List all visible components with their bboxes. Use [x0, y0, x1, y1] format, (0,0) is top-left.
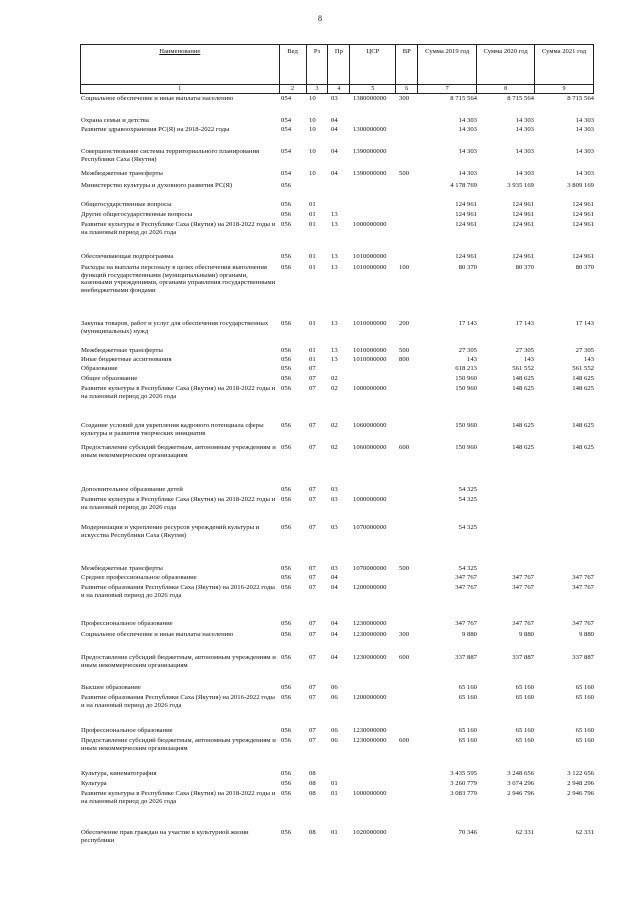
- cell-pr: 04: [331, 126, 338, 133]
- cell-s3: 124 961: [572, 211, 594, 218]
- cell-ved: 056: [281, 829, 292, 836]
- cell-ved: 054: [281, 126, 292, 133]
- cell-name: Развитие культуры в Республике Саха (Якутия) на 2018-2022 годы и на плановый период до 2026 года: [81, 496, 276, 511]
- cell-s2: 14 303: [515, 126, 534, 133]
- cell-s3: 9 880: [578, 631, 594, 638]
- cell-rz: 07: [309, 385, 316, 392]
- cell-csr: 1300000000: [353, 126, 387, 133]
- cell-pr: 13: [331, 347, 338, 354]
- cell-s3: 27 305: [575, 347, 594, 354]
- cell-rz: 07: [309, 422, 316, 429]
- cell-s3: 148 625: [572, 375, 594, 382]
- cell-s2: 17 143: [515, 320, 534, 327]
- cell-name: Предоставление субсидий бюджетным, автономным учреждениям и иным некоммерческим организациям: [81, 444, 276, 459]
- cell-s1: 124 961: [455, 211, 477, 218]
- cell-s2: 14 303: [515, 170, 534, 177]
- cell-ved: 056: [281, 444, 292, 451]
- cell-rz: 01: [309, 347, 316, 354]
- cell-pr: 13: [331, 320, 338, 327]
- cell-pr: 02: [331, 375, 338, 382]
- cell-s1: 124 961: [455, 201, 477, 208]
- cell-s1: 65 160: [458, 727, 477, 734]
- cell-pr: 06: [331, 694, 338, 701]
- cell-pr: 04: [331, 148, 338, 155]
- cell-rz: 07: [309, 620, 316, 627]
- cell-pr: 03: [331, 524, 338, 531]
- cell-csr: 1200000000: [353, 584, 387, 591]
- cell-s2: 2 946 796: [507, 790, 534, 797]
- cell-pr: 03: [331, 486, 338, 493]
- cell-csr: 1010000000: [353, 264, 387, 271]
- cell-s3: 62 331: [575, 829, 594, 836]
- cell-s1: 3 083 779: [450, 790, 477, 797]
- cell-s3: 337 887: [572, 654, 594, 661]
- cell-name: Развитие здравоохранения РС(Я) на 2018-2022 годы: [81, 126, 230, 133]
- cell-rz: 07: [309, 486, 316, 493]
- cell-rz: 01: [309, 253, 316, 260]
- cell-s3: 148 625: [572, 385, 594, 392]
- cell-csr: 1070000000: [353, 524, 387, 531]
- cell-rz: 01: [309, 264, 316, 271]
- cell-s3: 124 961: [572, 201, 594, 208]
- cell-ved: 056: [281, 631, 292, 638]
- cell-pr: 06: [331, 737, 338, 744]
- cell-s1: 143: [466, 356, 477, 363]
- cell-csr: 1200000000: [353, 694, 387, 701]
- cell-name: Межбюджетные трансферты: [81, 565, 163, 572]
- cell-csr: 1230000000: [353, 631, 387, 638]
- cell-name: Иные бюджетные ассигнования: [81, 356, 172, 363]
- cell-s2: 148 625: [512, 422, 534, 429]
- cell-ved: 056: [281, 654, 292, 661]
- cell-pr: 02: [331, 422, 338, 429]
- cell-rz: 08: [309, 780, 316, 787]
- cell-s3: 347 767: [572, 584, 594, 591]
- cell-ved: 056: [281, 422, 292, 429]
- cell-s3: 8 715 564: [567, 95, 594, 102]
- cell-pr: 02: [331, 444, 338, 451]
- cell-csr: 1000000000: [353, 385, 387, 392]
- cell-name: Образование: [81, 365, 118, 372]
- cell-ved: 056: [281, 770, 292, 777]
- cell-name: Предоставление субсидий бюджетным, автономным учреждениям и иным некоммерческим организациям: [81, 737, 276, 752]
- cell-s2: 3 074 296: [507, 780, 534, 787]
- cell-s2: 27 305: [515, 347, 534, 354]
- cell-csr: 1230000000: [353, 727, 387, 734]
- cell-ved: 054: [281, 95, 292, 102]
- cell-s1: 150 960: [455, 422, 477, 429]
- cell-rz: 01: [309, 356, 316, 363]
- cell-s2: 347 767: [512, 574, 534, 581]
- cell-s2: 9 880: [518, 631, 534, 638]
- cell-ved: 056: [281, 365, 292, 372]
- cell-rz: 01: [309, 201, 316, 208]
- cell-name: Культура, кинематография: [81, 770, 157, 777]
- cell-name: Социальное обеспечение и иные выплаты населению: [81, 95, 234, 102]
- cell-rz: 07: [309, 694, 316, 701]
- col-number: 1: [81, 85, 280, 94]
- cell-name: Общегосударственные вопросы: [81, 201, 172, 208]
- cell-name: Министерство культуры и духовного развития РС(Я): [81, 182, 233, 189]
- cell-vr: 200: [399, 320, 410, 327]
- cell-s1: 347 767: [455, 584, 477, 591]
- cell-csr: 1010000000: [353, 356, 387, 363]
- cell-rz: 08: [309, 770, 316, 777]
- cell-rz: 10: [309, 126, 316, 133]
- cell-name: Высшее образование: [81, 684, 141, 691]
- cell-s2: 337 887: [512, 654, 534, 661]
- cell-s3: 561 552: [572, 365, 594, 372]
- cell-s2: 80 370: [515, 264, 534, 271]
- cell-name: Развитие культуры в Республике Саха (Якутия) на 2018-2022 годы и на плановый период до 2026 года: [81, 385, 276, 400]
- cell-s3: 148 625: [572, 422, 594, 429]
- cell-name: Создание условий для укрепления кадрового потенциала сферы культуры и развития творческих инициатив: [81, 422, 264, 437]
- cell-s1: 17 143: [458, 320, 477, 327]
- cell-ved: 056: [281, 385, 292, 392]
- cell-rz: 07: [309, 524, 316, 531]
- cell-pr: 04: [331, 574, 338, 581]
- cell-s3: 14 303: [575, 148, 594, 155]
- cell-s1: 54 325: [458, 496, 477, 503]
- cell-csr: 1010000000: [353, 347, 387, 354]
- cell-rz: 07: [309, 584, 316, 591]
- cell-csr: 1010000000: [353, 253, 387, 260]
- cell-s1: 124 961: [455, 221, 477, 228]
- cell-s1: 27 305: [458, 347, 477, 354]
- cell-s1: 347 767: [455, 620, 477, 627]
- cell-name: Дополнительное образование детей: [81, 486, 183, 493]
- col-number: 4: [328, 85, 350, 94]
- cell-rz: 07: [309, 565, 316, 572]
- cell-rz: 08: [309, 790, 316, 797]
- col-number: 6: [396, 85, 418, 94]
- cell-csr: 1000000000: [353, 221, 387, 228]
- cell-s2: 14 303: [515, 117, 534, 124]
- cell-s1: 337 887: [455, 654, 477, 661]
- cell-name: Межбюджетные трансферты: [81, 170, 163, 177]
- cell-name: Профессиональное образование: [81, 727, 173, 734]
- cell-name: Среднее профессиональное образование: [81, 574, 197, 581]
- cell-s1: 65 160: [458, 684, 477, 691]
- cell-ved: 056: [281, 727, 292, 734]
- cell-ved: 056: [281, 347, 292, 354]
- cell-ved: 056: [281, 584, 292, 591]
- cell-ved: 056: [281, 737, 292, 744]
- cell-s1: 14 303: [458, 126, 477, 133]
- cell-pr: 04: [331, 620, 338, 627]
- cell-name: Профессиональное образование: [81, 620, 173, 627]
- cell-rz: 07: [309, 727, 316, 734]
- cell-s1: 14 303: [458, 148, 477, 155]
- cell-s3: 17 143: [575, 320, 594, 327]
- cell-s3: 347 767: [572, 574, 594, 581]
- cell-s2: 65 160: [515, 737, 534, 744]
- cell-s2: 347 767: [512, 620, 534, 627]
- cell-ved: 056: [281, 620, 292, 627]
- cell-s1: 124 961: [455, 253, 477, 260]
- cell-rz: 10: [309, 117, 316, 124]
- cell-rz: 07: [309, 737, 316, 744]
- cell-rz: 07: [309, 375, 316, 382]
- cell-s2: 561 552: [512, 365, 534, 372]
- cell-name: Модернизация и укрепление ресурсов учреждений культуры и искусства Республики Саха (Якутия): [81, 524, 260, 539]
- col-2021-header: Сумма 2021 год: [535, 45, 594, 85]
- cell-vr: 600: [399, 654, 410, 661]
- cell-csr: 1230000000: [353, 654, 387, 661]
- cell-s1: 3 435 595: [450, 770, 477, 777]
- cell-s3: 124 961: [572, 221, 594, 228]
- cell-s3: 80 370: [575, 264, 594, 271]
- col-name-header: Наименование: [81, 45, 280, 85]
- cell-ved: 056: [281, 565, 292, 572]
- cell-name: Культура: [81, 780, 107, 787]
- cell-pr: 03: [331, 565, 338, 572]
- cell-pr: 03: [331, 95, 338, 102]
- cell-name: Развитие культуры в Республике Саха (Якутия) на 2018-2022 годы и на плановый период до 2026 года: [81, 790, 276, 805]
- cell-s3: 65 160: [575, 737, 594, 744]
- cell-s3: 3 809 169: [567, 182, 594, 189]
- cell-vr: 500: [399, 347, 410, 354]
- cell-rz: 01: [309, 221, 316, 228]
- cell-s2: 124 961: [512, 221, 534, 228]
- cell-pr: 13: [331, 356, 338, 363]
- cell-s3: 65 160: [575, 694, 594, 701]
- cell-pr: 13: [331, 264, 338, 271]
- cell-pr: 04: [331, 170, 338, 177]
- cell-name: Совершенствование системы территориального планирования Республики Саха (Якутия): [81, 148, 260, 163]
- cell-pr: 01: [331, 780, 338, 787]
- cell-s1: 14 303: [458, 117, 477, 124]
- cell-s1: 618 213: [455, 365, 477, 372]
- cell-vr: 600: [399, 444, 410, 451]
- cell-csr: 1230000000: [353, 620, 387, 627]
- cell-s1: 54 325: [458, 524, 477, 531]
- cell-s2: 3 248 656: [507, 770, 534, 777]
- cell-s2: 8 715 564: [507, 95, 534, 102]
- cell-pr: 01: [331, 829, 338, 836]
- cell-s2: 3 935 169: [507, 182, 534, 189]
- cell-name: Закупка товаров, работ и услуг для обеспечения государственных (муниципальных) нужд: [81, 320, 269, 335]
- cell-s1: 150 960: [455, 444, 477, 451]
- cell-pr: 13: [331, 211, 338, 218]
- cell-vr: 300: [399, 631, 410, 638]
- cell-s1: 80 370: [458, 264, 477, 271]
- cell-s3: 14 303: [575, 117, 594, 124]
- col-number: 3: [306, 85, 328, 94]
- col-number: 7: [418, 85, 477, 94]
- cell-s1: 54 325: [458, 565, 477, 572]
- cell-ved: 056: [281, 182, 292, 189]
- cell-s2: 124 961: [512, 253, 534, 260]
- cell-ved: 056: [281, 356, 292, 363]
- cell-s1: 3 260 779: [450, 780, 477, 787]
- cell-csr: 1020000000: [353, 829, 387, 836]
- cell-s3: 124 961: [572, 253, 594, 260]
- cell-s3: 14 303: [575, 170, 594, 177]
- cell-s3: 65 160: [575, 727, 594, 734]
- cell-name: Межбюджетные трансферты: [81, 347, 163, 354]
- cell-rz: 01: [309, 211, 316, 218]
- cell-ved: 054: [281, 170, 292, 177]
- col-number: 2: [279, 85, 306, 94]
- cell-vr: 500: [399, 170, 410, 177]
- cell-name: Расходы на выплаты персоналу в целях обеспечения выполнения функций государственными (муниципальными) органами, казенными учреждениями, органами управления государственными внебюджетными фондами: [81, 264, 276, 294]
- cell-name: Обеспечение прав граждан на участие в культурной жизни республики: [81, 829, 249, 844]
- cell-s3: 14 303: [575, 126, 594, 133]
- cell-csr: 1000000000: [353, 496, 387, 503]
- cell-name: Развитие образования Республики Саха (Якутия) на 2016-2022 годы и на плановый период до 2026 года: [81, 584, 275, 599]
- cell-rz: 07: [309, 684, 316, 691]
- cell-name: Развитие образования Республики Саха (Якутия) на 2016-2022 годы и на плановый период до 2026 года: [81, 694, 275, 709]
- cell-pr: 02: [331, 385, 338, 392]
- cell-csr: 1000000000: [353, 790, 387, 797]
- cell-name: Другие общегосударственные вопросы: [81, 211, 193, 218]
- cell-pr: 13: [331, 221, 338, 228]
- cell-ved: 056: [281, 486, 292, 493]
- cell-pr: 04: [331, 631, 338, 638]
- cell-pr: 06: [331, 727, 338, 734]
- cell-vr: 500: [399, 565, 410, 572]
- cell-rz: 07: [309, 574, 316, 581]
- cell-vr: 600: [399, 737, 410, 744]
- cell-rz: 01: [309, 320, 316, 327]
- cell-ved: 056: [281, 253, 292, 260]
- cell-s2: 124 961: [512, 201, 534, 208]
- cell-rz: 10: [309, 95, 316, 102]
- cell-name: Общее образование: [81, 375, 138, 382]
- cell-pr: 03: [331, 496, 338, 503]
- cell-ved: 056: [281, 574, 292, 581]
- col-vr-header: ВР: [396, 45, 418, 85]
- cell-ved: 056: [281, 790, 292, 797]
- col-number: 8: [477, 85, 535, 94]
- cell-csr: 1070000000: [353, 565, 387, 572]
- col-rz-header: Рз: [306, 45, 328, 85]
- col-pr-header: Пр: [328, 45, 350, 85]
- cell-pr: 13: [331, 253, 338, 260]
- cell-csr: 1380000000: [353, 95, 387, 102]
- cell-ved: 056: [281, 221, 292, 228]
- cell-ved: 056: [281, 496, 292, 503]
- cell-rz: 07: [309, 496, 316, 503]
- cell-rz: 07: [309, 654, 316, 661]
- cell-rz: 10: [309, 148, 316, 155]
- cell-ved: 056: [281, 264, 292, 271]
- cell-ved: 056: [281, 211, 292, 218]
- col-2020-header: Сумма 2020 год: [477, 45, 535, 85]
- cell-vr: 800: [399, 356, 410, 363]
- cell-s2: 65 160: [515, 684, 534, 691]
- cell-ved: 054: [281, 148, 292, 155]
- cell-s1: 4 178 769: [450, 182, 477, 189]
- cell-csr: 1010000000: [353, 320, 387, 327]
- cell-s3: 3 122 656: [567, 770, 594, 777]
- cell-s2: 124 961: [512, 211, 534, 218]
- cell-s1: 14 303: [458, 170, 477, 177]
- cell-s3: 65 160: [575, 684, 594, 691]
- cell-rz: 07: [309, 444, 316, 451]
- cell-s3: 2 946 796: [567, 790, 594, 797]
- cell-s2: 148 625: [512, 385, 534, 392]
- cell-ved: 056: [281, 524, 292, 531]
- cell-s2: 347 767: [512, 584, 534, 591]
- cell-name: Развитие культуры в Республике Саха (Якутия) на 2018-2022 годы и на плановый период до 2026 года: [81, 221, 276, 236]
- page-number: 8: [318, 14, 322, 23]
- cell-s1: 54 325: [458, 486, 477, 493]
- cell-pr: 04: [331, 654, 338, 661]
- cell-s1: 150 960: [455, 375, 477, 382]
- cell-s2: 65 160: [515, 727, 534, 734]
- cell-name: Охрана семьи и детства: [81, 117, 149, 124]
- cell-s2: 148 625: [512, 375, 534, 382]
- cell-pr: 04: [331, 584, 338, 591]
- cell-s3: 143: [583, 356, 594, 363]
- cell-csr: 1230000000: [353, 737, 387, 744]
- cell-s3: 347 767: [572, 620, 594, 627]
- cell-rz: 07: [309, 631, 316, 638]
- cell-s2: 14 303: [515, 148, 534, 155]
- cell-s2: 65 160: [515, 694, 534, 701]
- cell-vr: 300: [399, 95, 410, 102]
- cell-rz: 08: [309, 829, 316, 836]
- cell-s3: 148 625: [572, 444, 594, 451]
- cell-csr: 1390000000: [353, 148, 387, 155]
- cell-name: Социальное обеспечение и иные выплаты населению: [81, 631, 234, 638]
- cell-pr: 06: [331, 684, 338, 691]
- cell-s2: 148 625: [512, 444, 534, 451]
- cell-ved: 056: [281, 684, 292, 691]
- cell-ved: 056: [281, 320, 292, 327]
- col-ved-header: Вед: [279, 45, 306, 85]
- cell-rz: 07: [309, 365, 316, 372]
- cell-csr: 1390000000: [353, 170, 387, 177]
- cell-ved: 056: [281, 694, 292, 701]
- cell-s1: 8 715 564: [450, 95, 477, 102]
- cell-pr: 01: [331, 790, 338, 797]
- cell-vr: 100: [399, 264, 410, 271]
- cell-rz: 10: [309, 170, 316, 177]
- cell-s3: 2 948 296: [567, 780, 594, 787]
- cell-csr: 1060000000: [353, 422, 387, 429]
- cell-s1: 347 767: [455, 574, 477, 581]
- cell-s1: 70 346: [458, 829, 477, 836]
- cell-s1: 150 960: [455, 385, 477, 392]
- cell-ved: 054: [281, 117, 292, 124]
- cell-s1: 9 880: [461, 631, 477, 638]
- cell-s2: 62 331: [515, 829, 534, 836]
- col-2019-header: Сумма 2019 год: [418, 45, 477, 85]
- cell-s2: 143: [523, 356, 534, 363]
- col-csr-header: ЦСР: [350, 45, 396, 85]
- cell-s1: 65 160: [458, 694, 477, 701]
- cell-s1: 65 160: [458, 737, 477, 744]
- cell-ved: 056: [281, 201, 292, 208]
- cell-name: Обеспечивающая подпрограмма: [81, 253, 174, 260]
- col-number: 5: [350, 85, 396, 94]
- col-number: 9: [535, 85, 594, 94]
- cell-ved: 056: [281, 780, 292, 787]
- cell-name: Предоставление субсидий бюджетным, автономным учреждениям и иным некоммерческим организациям: [81, 654, 276, 669]
- cell-csr: 1060000000: [353, 444, 387, 451]
- cell-ved: 056: [281, 375, 292, 382]
- cell-pr: 04: [331, 117, 338, 124]
